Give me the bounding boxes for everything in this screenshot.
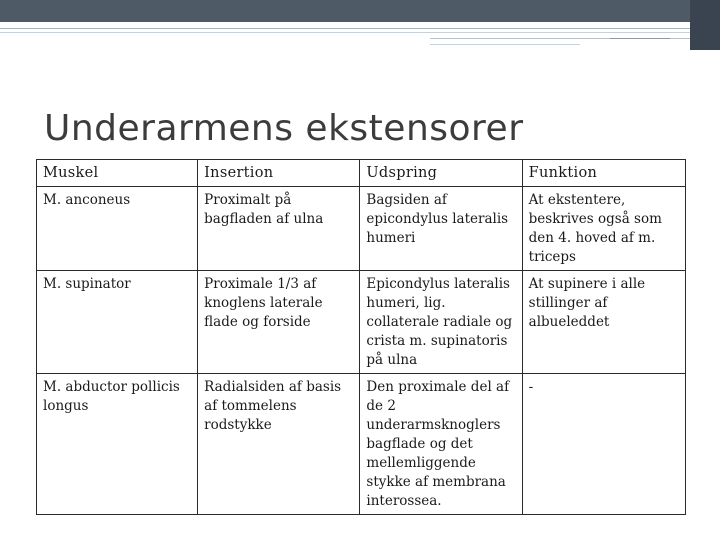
header-corner-accent [690,0,720,50]
slide-title: Underarmens ekstensorer [44,108,524,149]
decorative-rule [0,32,690,33]
table-row [37,187,686,271]
header-band [0,0,720,22]
column-header-funktion: Funktion [522,160,685,187]
cell-udspring: Den proximale del af de 2 underarmsknoglers bagflade og det mellemliggende stykke af membrana interossea. [360,374,522,515]
cell-insertion: Proximale 1/3 af knoglens laterale flade og forside [198,271,360,374]
cell-funktion: - [522,374,685,515]
decorative-rule [0,28,690,29]
column-header-insertion: Insertion [198,160,360,187]
cell-udspring: Epicondylus lateralis humeri, lig. collaterale radiale og crista m. supinatoris på ulna [360,271,522,374]
table-row [37,374,686,515]
table-row [37,271,686,374]
column-header-muskel: Muskel [37,160,198,187]
cell-funktion: At ekstentere, beskrives også som den 4. hoved af m. triceps [522,187,685,271]
cell-funktion: At supinere i alle stillinger af albueleddet [522,271,685,374]
column-header-udspring: Udspring [360,160,522,187]
decorative-rule [430,44,580,45]
cell-insertion: Radialsiden af basis af tommelens rodstykke [198,374,360,515]
decorative-rule [610,38,670,39]
cell-muskel: M. anconeus [37,187,198,271]
cell-insertion: Proximalt på bagfladen af ulna [198,187,360,271]
cell-muskel: M. supinator [37,271,198,374]
cell-muskel: M. abductor pollicis longus [37,374,198,515]
table-header-row [37,160,686,187]
muscle-table [36,159,686,515]
cell-udspring: Bagsiden af epicondylus lateralis humeri [360,187,522,271]
